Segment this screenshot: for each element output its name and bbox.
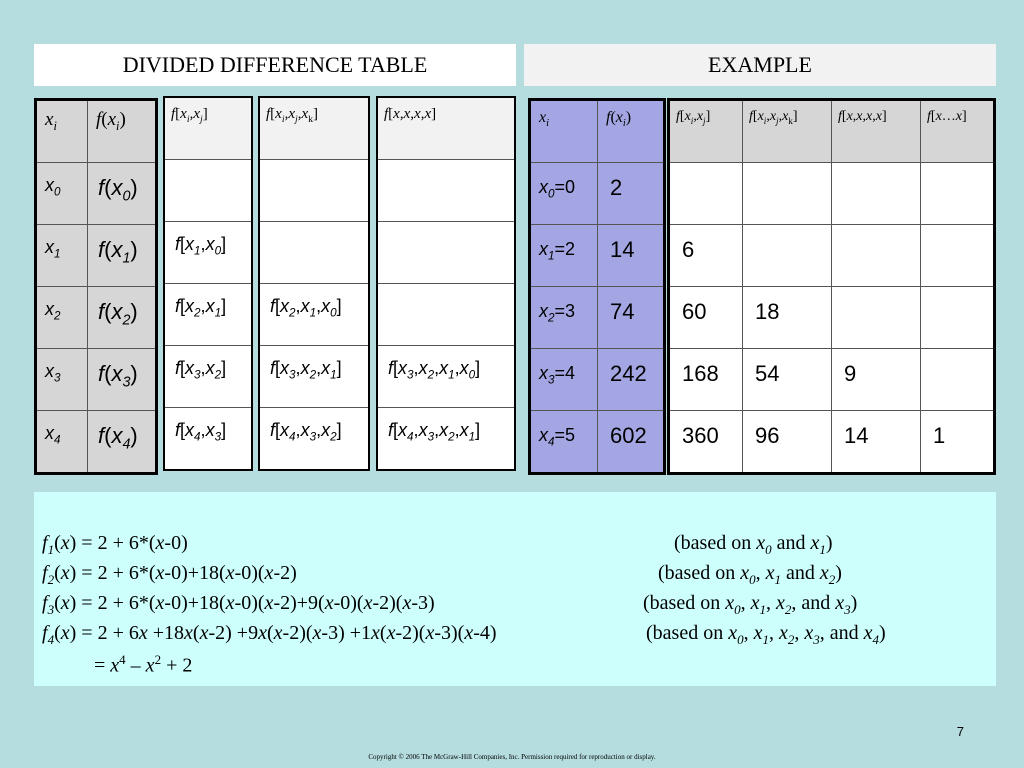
right-banner	[524, 44, 996, 86]
formula-f4: $f_4(x) = 2 + 6x +18x(x-2) +9x(x-2)(x-3) +1x(x-2)(x-3)(x-4)$	[42, 622, 497, 647]
header-xi: $x_i$	[36, 100, 88, 163]
basis-f4: (based on $x_0$, $x_1$, $x_2$, $x_3$, and $x_4$)	[646, 622, 886, 647]
ex-header-f-xi-xj-xk: $f[x_i,x_j,x_k]$	[743, 100, 832, 163]
ex-header-f-x-x-x-x: f[x,x,x,x]	[832, 100, 921, 163]
page-number: 7	[956, 724, 964, 739]
cell-fx2: $f(x_2)$	[88, 287, 157, 349]
cell-f-x3-x2: $f[x_3,x_2]$	[164, 346, 252, 408]
ex-d2-0	[743, 163, 832, 225]
ex-f3: 242	[598, 349, 665, 411]
ex-f4: 602	[598, 411, 665, 474]
header-f-xi-xj-xk: $f[x_i,x_j,x_k]$	[259, 97, 369, 160]
cell-f-x3-x2-x1-x0: $f[x_3,x_2,x_1,x_0]$	[377, 346, 515, 408]
header-f-xi-xj: $f[x_i,x_j]$	[164, 97, 252, 160]
cell-x3: $x_3$	[36, 349, 88, 411]
example-xf-table	[528, 98, 666, 475]
formula-f2: $f_2(x) = 2 + 6*(x-0)+18(x-0)(x-2)$	[42, 562, 297, 587]
right-banner-title: EXAMPLE	[708, 52, 812, 77]
cell-fx3: $f(x_3)$	[88, 349, 157, 411]
left-banner-title: DIVIDED DIFFERENCE TABLE	[122, 52, 428, 77]
cell-empty	[377, 222, 515, 284]
cell-x2: $x_2$	[36, 287, 88, 349]
cell-f-x4-x3: $f[x_4,x_3]$	[164, 408, 252, 471]
ex-header-f-xi-xj: $f[x_i,x_j]$	[669, 100, 743, 163]
cell-fx1: $f(x_1)$	[88, 225, 157, 287]
ex-header-fxi: $f(x_i)$	[598, 100, 665, 163]
ex-x4: $x_4=5$	[530, 411, 598, 474]
formula-f1: $f_1(x) = 2 + 6*(x-0)$	[42, 532, 188, 557]
cell-fx4: $f(x_4)$	[88, 411, 157, 474]
cell-x1: $x_1$	[36, 225, 88, 287]
ex-d3-2	[832, 287, 921, 349]
ex-header-xi: $x_i$	[530, 100, 598, 163]
ex-d1-2: 60	[669, 287, 743, 349]
cell-empty	[259, 160, 369, 222]
cell-f-x2-x1-x0: $f[x_2,x_1,x_0]$	[259, 284, 369, 346]
cell-x0: $x_0$	[36, 163, 88, 225]
ex-d4-3	[921, 349, 995, 411]
ex-x1: $x_1=2$	[530, 225, 598, 287]
cell-empty	[164, 160, 252, 222]
cell-empty	[259, 222, 369, 284]
example-diff-table	[667, 98, 996, 475]
basis-f3: (based on $x_0$, $x_1$, $x_2$, and $x_3$)	[643, 592, 858, 617]
cell-fx0: $f(x_0)$	[88, 163, 157, 225]
ex-d3-0	[832, 163, 921, 225]
ex-d4-4: 1	[921, 411, 995, 474]
ex-d4-1	[921, 225, 995, 287]
ex-d3-1	[832, 225, 921, 287]
cell-x4: $x_4$	[36, 411, 88, 474]
basis-f1: (based on $x_0$ and $x_1$)	[674, 532, 833, 557]
cell-f-x2-x1: $f[x_2,x_1]$	[164, 284, 252, 346]
ex-x0: $x_0=0$	[530, 163, 598, 225]
ex-d1-4: 360	[669, 411, 743, 474]
ex-f2: 74	[598, 287, 665, 349]
ex-d4-2	[921, 287, 995, 349]
ex-d4-0	[921, 163, 995, 225]
ex-d2-4: 96	[743, 411, 832, 474]
basis-f2: (based on $x_0$, $x_1$ and $x_2$)	[658, 562, 842, 587]
ex-d1-3: 168	[669, 349, 743, 411]
ex-d2-3: 54	[743, 349, 832, 411]
cell-f-x1-x0: $f[x_1,x_0]$	[164, 222, 252, 284]
header-fxi: $f(x_i)$	[88, 100, 157, 163]
ex-header-f-x-dots: f[x…x]	[921, 100, 995, 163]
general-third-diff-table	[376, 96, 516, 471]
ex-d3-4: 14	[832, 411, 921, 474]
cell-f-x4-x3-x2-x1: $f[x_4,x_3,x_2,x_1]$	[377, 408, 515, 471]
ex-d1-1: 6	[669, 225, 743, 287]
general-second-diff-table	[258, 96, 370, 471]
ex-d3-3: 9	[832, 349, 921, 411]
left-banner	[34, 44, 516, 86]
ex-f1: 14	[598, 225, 665, 287]
cell-f-x4-x3-x2: $f[x_4,x_3,x_2]$	[259, 408, 369, 471]
ex-x2: $x_2=3$	[530, 287, 598, 349]
general-first-diff-table	[163, 96, 253, 471]
cell-empty	[377, 284, 515, 346]
ex-f0: 2	[598, 163, 665, 225]
cell-empty	[377, 160, 515, 222]
formula-box	[34, 492, 996, 686]
ex-d2-2: 18	[743, 287, 832, 349]
ex-d2-1	[743, 225, 832, 287]
cell-f-x3-x2-x1: $f[x_3,x_2,x_1]$	[259, 346, 369, 408]
formula-result: = $x^4 - x^2 + 2$	[94, 652, 193, 677]
ex-x3: $x_3=4$	[530, 349, 598, 411]
header-f-x-x-x-x: f[x,x,x,x]	[377, 97, 515, 160]
general-xf-table	[34, 98, 158, 475]
ex-d1-0	[669, 163, 743, 225]
formula-f3: $f_3(x) = 2 + 6*(x-0)+18(x-0)(x-2)+9(x-0)(x-2)(x-3)$	[42, 592, 435, 617]
copyright: Copyright © 2006 The McGraw-Hill Companies, Inc. Permission required for reproduction or display.	[368, 753, 656, 761]
